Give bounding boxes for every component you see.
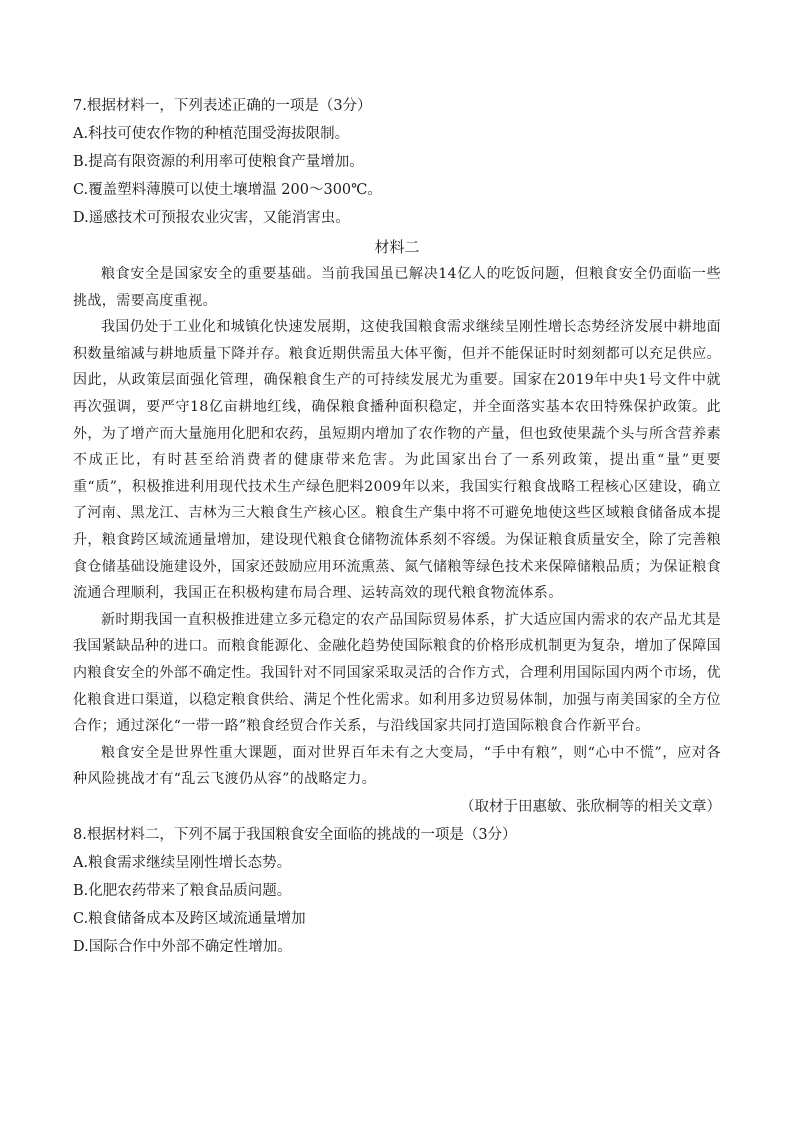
question-7 [73, 92, 721, 232]
question-8-stem: 8.根据材料二，下列不属于我国粮食安全面临的挑战的一项是（3分） [73, 826, 517, 843]
material-two-title: 材料二 [374, 238, 420, 256]
material-two-paragraph-1: 粮食安全是国家安全的重要基础。当前我国虽已解决14亿人的吃饭问题，但粮食安全仍面临一些挑战，需要高度重视。 [73, 266, 721, 309]
material-two-paragraph-4: 粮食安全是世界性重大课题，面对世界百年未有之大变局，“手中有粮”，则“心中不慌”，应对各种风险挑战才有“乱云飞渡仍从容”的战略定力。 [73, 744, 721, 788]
question-7-option-d: D.遥感技术可预报农业灾害，又能消害虫。 [73, 210, 350, 226]
question-7-option-b: B.提高有限资源的利用率可使粮食产量增加。 [73, 154, 364, 170]
material-two-paragraph-3: 新时期我国一直积极推进建立多元稳定的农产品国际贸易体系，扩大适应国内需求的农产品尤其是我国紧缺品种的进口。而粮食能源化、金融化趋势使国际粮食的价格形成机制更为复杂，增加了保障国内粮食安全的外部不确定性。我国针对不同国家采取灵活的合作方式，合理利用国际国内两个市场，优化粮食进口渠道，以稳定粮食供给、满足个性化需求。如利用多边贸易体制，加强与南美国家的全方位合作；通过深化“一带一路”粮食经贸合作关系，与沿线国家共同打造国际粮食合作新平台。 [73, 611, 721, 735]
material-two-source: （取材于田惠敏、张欣桐等的相关文章） [460, 798, 721, 815]
material-two-paragraph-2: 我国仍处于工业化和城镇化快速发展期，这使我国粮食需求继续呈刚性增长态势经济发展中耕地面积数量缩减与耕地质量下降并存。粮食近期供需虽大体平衡，但并不能保证时时刻刻都可以充足供应。因此，从政策层面强化管理，确保粮食生产的可持续发展尤为重要。国家在2019年中央1号文件中就再次强调，要严守18亿亩耕地红线，确保粮食播种面积稳定，并全面落实基本农田特殊保护政策。此外，为了增产而大量施用化肥和农药，虽短期内增加了农作物的产量，但也致使果蔬个头与所含营养素不成正比，有时甚至给消费者的健康带来危害。为此国家出台了一系列政策，提出重“量”更要重“质”，积极推进利用现代技术生产绿色肥料2009年以来，我国实行粮食战略工程核心区建设，确立了河南、黑龙江、吉林为三大粮食生产核心区。粮食生产集中将不可避免地使这些区域粮食储备成本提升，粮食跨区域流通量增加，建设现代粮食仓储物流体系刻不容缓。为保证粮食质量安全，除了完善粮食仓储基础设施建设外，国家还鼓励应用环流熏蒸、氮气储粮等绿色技术来保障储粮品质；为保证粮食流通合理顺利，我国正在积极构建布局合理、运转高效的现代粮食物流体系。 [73, 319, 721, 602]
question-7-option-c: C.覆盖塑料薄膜可以使土壤增温 200～300℃。 [73, 182, 382, 198]
question-7-stem: 7.根据材料一，下列表述正确的一项是（3分） [73, 98, 372, 114]
question-8-option-d: D.国际合作中外部不确定性增加。 [73, 938, 292, 955]
question-7-option-a: A.科技可使农作物的种植范围受海拔限制。 [73, 126, 350, 142]
question-8 [73, 821, 721, 961]
exam-page [73, 92, 721, 961]
question-8-option-b: B.化肥农药带来了粮食品质问题。 [73, 882, 292, 899]
material-two [73, 233, 721, 821]
question-8-option-c: C.粮食储备成本及跨区域流通量增加 [73, 910, 306, 927]
question-8-option-a: A.粮食需求继续呈刚性增长态势。 [73, 854, 292, 871]
